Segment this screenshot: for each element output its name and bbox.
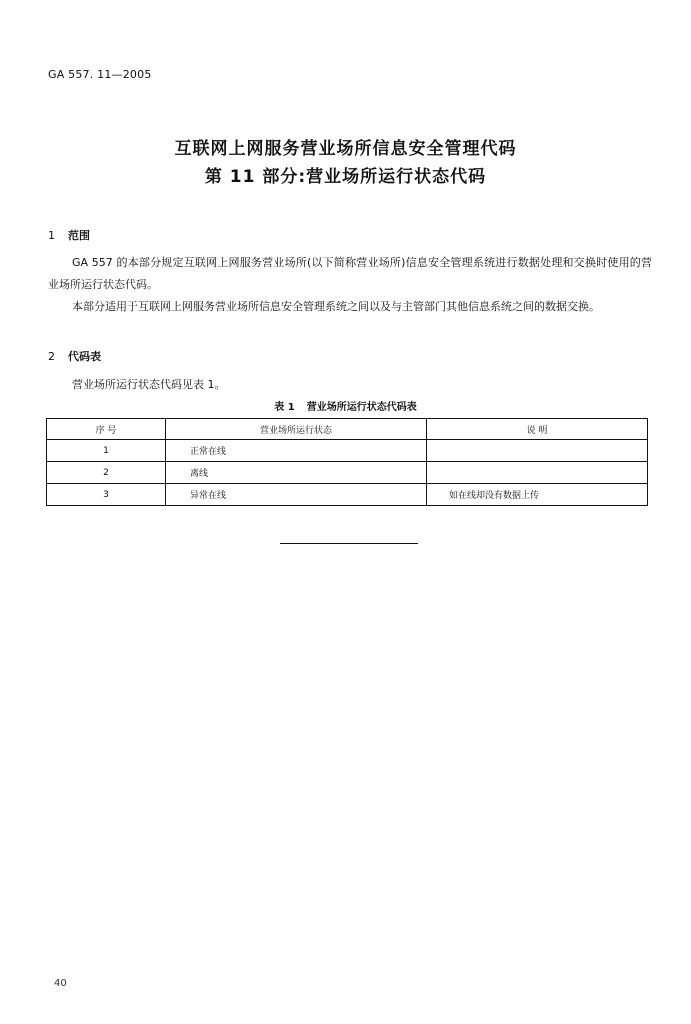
row-seq: 1 bbox=[47, 440, 166, 462]
section-2-title: 代码表 bbox=[68, 350, 101, 363]
header-note: 说 明 bbox=[427, 419, 648, 440]
table-row bbox=[47, 484, 648, 506]
header-seq: 序 号 bbox=[47, 419, 166, 440]
row-seq: 3 bbox=[47, 484, 166, 506]
table-row bbox=[47, 462, 648, 484]
standard-code: GA 557. 11—2005 bbox=[48, 68, 152, 81]
section-1-title: 范围 bbox=[68, 229, 90, 242]
header-status: 营业场所运行状态 bbox=[166, 419, 427, 440]
row-note bbox=[427, 440, 648, 462]
document-title-line2: 第 11 部分:营业场所运行状态代码 bbox=[204, 167, 487, 187]
end-of-document-rule bbox=[280, 543, 418, 544]
section-2-intro: 营业场所运行状态代码见表 1。 bbox=[72, 378, 226, 391]
status-code-table bbox=[46, 418, 648, 506]
row-status: 正常在线 bbox=[166, 440, 427, 462]
row-status: 异常在线 bbox=[166, 484, 427, 506]
table-row bbox=[47, 440, 648, 462]
table-caption-label: 表 1 bbox=[274, 402, 295, 413]
section-2-number: 2 bbox=[48, 350, 55, 363]
row-note bbox=[427, 462, 648, 484]
table-caption-title: 营业场所运行状态代码表 bbox=[306, 402, 417, 413]
section-1-paragraph-1: GA 557 的本部分规定互联网上网服务营业场所(以下简称营业场所)信息安全管理系统进行数据处理和交换时使用的营业场所运行状态代码。 bbox=[48, 256, 652, 291]
table-header-row bbox=[47, 419, 648, 440]
row-seq: 2 bbox=[47, 462, 166, 484]
document-title-line1: 互联网上网服务营业场所信息安全管理代码 bbox=[174, 139, 517, 159]
section-1-number: 1 bbox=[48, 229, 55, 242]
page-number: 40 bbox=[54, 978, 67, 989]
row-note: 如在线却没有数据上传 bbox=[427, 484, 648, 506]
section-2-heading bbox=[48, 348, 101, 364]
section-1-paragraph-2: 本部分适用于互联网上网服务营业场所信息安全管理系统之间以及与主管部门其他信息系统之间的数据交换。 bbox=[72, 300, 600, 313]
row-status: 离线 bbox=[166, 462, 427, 484]
table-caption bbox=[0, 398, 691, 413]
section-1-heading bbox=[48, 227, 90, 243]
